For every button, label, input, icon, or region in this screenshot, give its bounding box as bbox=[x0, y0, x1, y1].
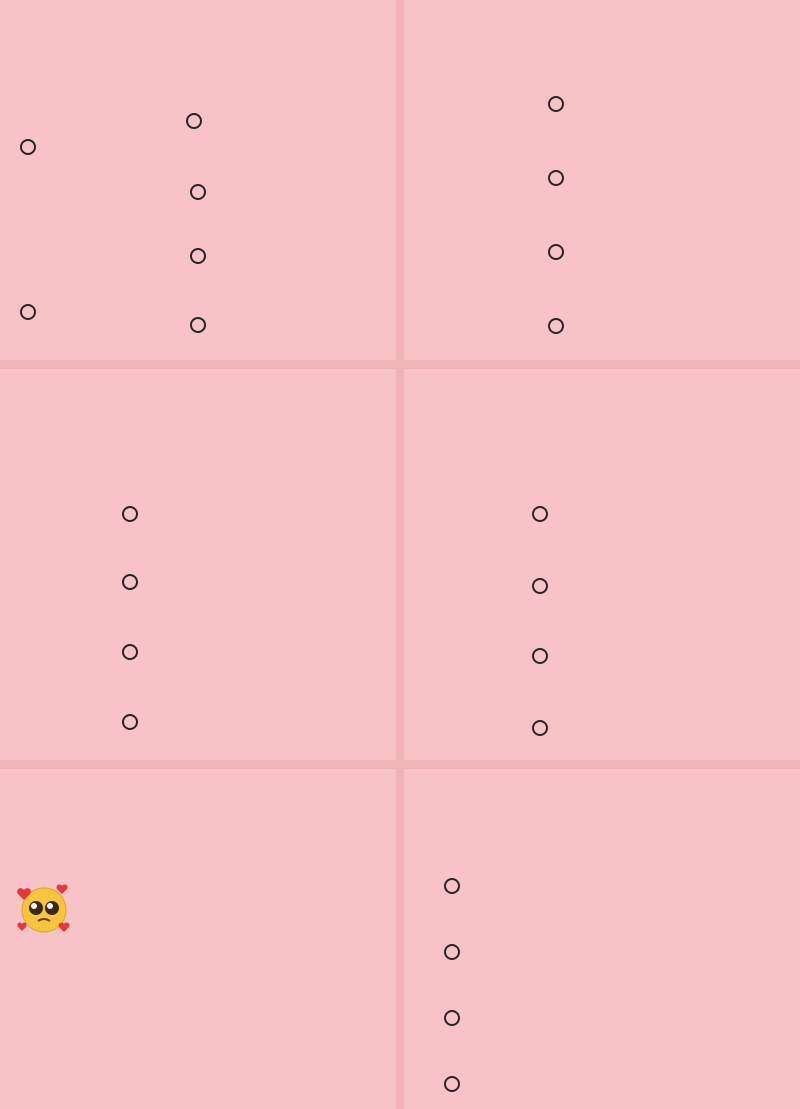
option-circle[interactable] bbox=[444, 878, 460, 894]
option-circle[interactable] bbox=[20, 139, 36, 155]
option-circle[interactable] bbox=[444, 1076, 460, 1092]
option-circle[interactable] bbox=[122, 574, 138, 590]
option-circle[interactable] bbox=[190, 248, 206, 264]
option-circle[interactable] bbox=[122, 714, 138, 730]
option-circle[interactable] bbox=[548, 318, 564, 334]
vertical-divider bbox=[396, 0, 404, 1109]
pleading-face-with-hearts-icon bbox=[16, 880, 72, 936]
option-circle[interactable] bbox=[548, 244, 564, 260]
option-circle[interactable] bbox=[122, 644, 138, 660]
option-circle[interactable] bbox=[122, 506, 138, 522]
option-circle[interactable] bbox=[548, 170, 564, 186]
option-circle[interactable] bbox=[444, 944, 460, 960]
option-circle[interactable] bbox=[532, 578, 548, 594]
option-circle[interactable] bbox=[190, 317, 206, 333]
option-circle[interactable] bbox=[548, 96, 564, 112]
option-circle[interactable] bbox=[20, 304, 36, 320]
option-circle[interactable] bbox=[444, 1010, 460, 1026]
option-circle[interactable] bbox=[186, 113, 202, 129]
horizontal-divider-2 bbox=[0, 760, 800, 769]
option-circle[interactable] bbox=[190, 184, 206, 200]
option-circle[interactable] bbox=[532, 720, 548, 736]
horizontal-divider-1 bbox=[0, 360, 800, 369]
option-circle[interactable] bbox=[532, 648, 548, 664]
option-circle[interactable] bbox=[532, 506, 548, 522]
